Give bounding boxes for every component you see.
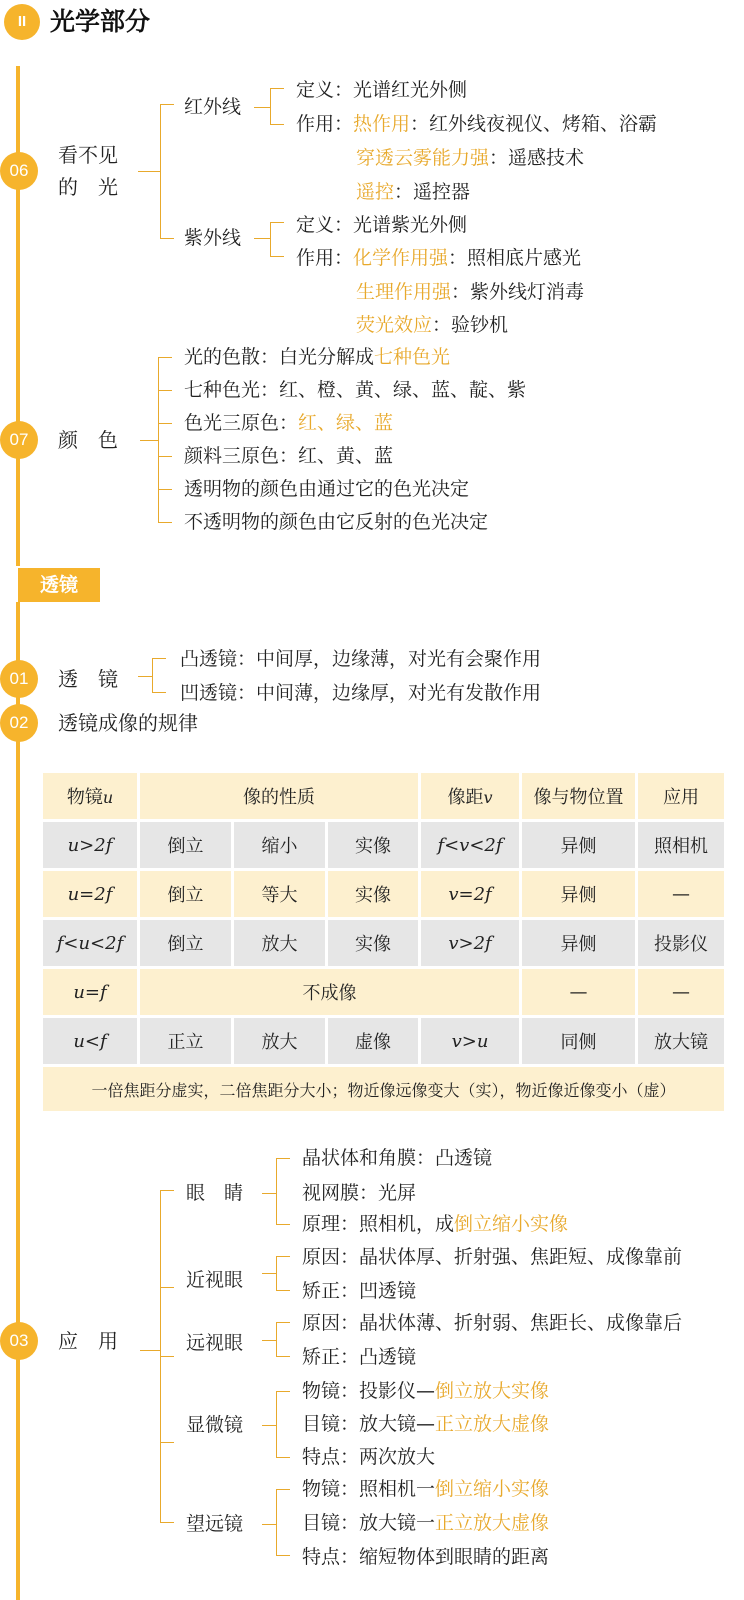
cell-orientation: 正立 <box>139 1017 233 1066</box>
topic-invisible-light-2: 的 光 <box>58 175 118 199</box>
cell-v: v>u <box>420 1017 521 1066</box>
ultraviolet-definition: 定义：光谱紫光外侧 <box>296 214 468 236</box>
table-row <box>42 870 726 919</box>
eye-label: 眼 睛 <box>186 1182 244 1204</box>
infrared-use-2: 穿透云雾能力强：遥感技术 <box>356 147 585 169</box>
color-light-primaries: 色光三原色：红、绿、蓝 <box>184 412 394 434</box>
bracket-tick <box>270 88 284 89</box>
table-rule-row <box>42 1066 726 1113</box>
section-badge: II <box>4 4 40 40</box>
bracket-tick <box>276 1158 290 1159</box>
cell-size: 放大 <box>233 919 327 968</box>
cell-v: v>2f <box>420 919 521 968</box>
color-dispersion: 光的色散：白光分解成七种色光 <box>184 346 451 368</box>
bracket-connector <box>138 171 160 172</box>
bracket-tick <box>160 1356 174 1357</box>
table-row <box>42 919 726 968</box>
cell-no-image: 不成像 <box>139 968 521 1017</box>
bracket-tick <box>276 1322 290 1323</box>
bracket-tick <box>160 104 174 105</box>
telescope-label: 望远镜 <box>186 1513 244 1535</box>
cell-application: — <box>637 968 726 1017</box>
eye-retina: 视网膜：光屏 <box>302 1182 417 1204</box>
bracket-connector <box>262 1273 276 1274</box>
header-position: 像与物位置 <box>521 772 637 821</box>
bracket-tick <box>152 692 166 693</box>
bracket-tick <box>270 222 284 223</box>
bracket-invisible-light <box>160 104 161 238</box>
cell-u: u<f <box>42 1017 139 1066</box>
cell-application: — <box>637 870 726 919</box>
cell-position: 异侧 <box>521 870 637 919</box>
bracket-connector <box>138 676 152 677</box>
cell-type: 实像 <box>327 870 420 919</box>
bracket-tick <box>270 256 284 257</box>
bracket-connector <box>140 440 158 441</box>
cell-position: 异侧 <box>521 821 637 870</box>
number-badge-02: 02 <box>0 704 38 742</box>
bracket-connector <box>262 1340 276 1341</box>
cell-size: 等大 <box>233 870 327 919</box>
microscope-label: 显微镜 <box>186 1414 244 1436</box>
infrared-label: 红外线 <box>184 96 242 118</box>
color-transparent: 透明物的颜色由通过它的色光决定 <box>184 478 470 500</box>
hyperopia-cause: 原因：晶状体薄、折射弱、焦距长、成像靠后 <box>302 1312 683 1334</box>
bracket-tick <box>160 1287 174 1288</box>
hyperopia-label: 远视眼 <box>186 1332 244 1354</box>
bracket-tick <box>158 489 172 490</box>
eye-principle: 原理：照相机，成倒立缩小实像 <box>302 1213 569 1235</box>
header-object-distance: 物镜u <box>42 772 139 821</box>
cell-application: 放大镜 <box>637 1017 726 1066</box>
ultraviolet-use-2: 生理作用强：紫外线灯消毒 <box>356 281 585 303</box>
number-badge-07: 07 <box>0 421 38 459</box>
section-tag-lens: 透镜 <box>18 568 100 602</box>
cell-u: u=2f <box>42 870 139 919</box>
cell-orientation: 倒立 <box>139 870 233 919</box>
ultraviolet-label: 紫外线 <box>184 227 242 249</box>
cell-position: — <box>521 968 637 1017</box>
infrared-definition: 定义：光谱红光外侧 <box>296 79 468 101</box>
cell-position: 异侧 <box>521 919 637 968</box>
bracket-tick <box>276 1356 290 1357</box>
bracket-hyperopia <box>276 1322 277 1356</box>
bracket-connector <box>262 1524 276 1525</box>
infrared-use-3: 遥控：遥控器 <box>356 181 471 203</box>
number-badge-06: 06 <box>0 152 38 190</box>
bracket-tick <box>276 1457 290 1458</box>
bracket-tick <box>270 124 284 125</box>
cell-v: f<v<2f <box>420 821 521 870</box>
hyperopia-correction: 矫正：凸透镜 <box>302 1346 417 1368</box>
telescope-eyepiece: 目镜：放大镜一正立放大虚像 <box>302 1512 550 1534</box>
bracket-color <box>158 357 159 522</box>
number-badge-01: 01 <box>0 660 38 698</box>
color-seven-colors: 七种色光：红、橙、黄、绿、蓝、靛、紫 <box>184 379 527 401</box>
bracket-infrared <box>270 88 271 124</box>
table-row <box>42 821 726 870</box>
bracket-tick <box>276 1256 290 1257</box>
microscope-feature: 特点：两次放大 <box>302 1446 436 1468</box>
bracket-microscope <box>276 1391 277 1457</box>
bracket-tick <box>158 357 172 358</box>
bracket-tick <box>158 423 172 424</box>
myopia-cause: 原因：晶状体厚、折射强、焦距短、成像靠前 <box>302 1246 683 1268</box>
microscope-eyepiece: 目镜：放大镜—正立放大虚像 <box>302 1413 550 1435</box>
cell-position: 同侧 <box>521 1017 637 1066</box>
eye-lens: 晶状体和角膜：凸透镜 <box>302 1147 493 1169</box>
bracket-tick <box>276 1555 290 1556</box>
cell-orientation: 倒立 <box>139 821 233 870</box>
ultraviolet-use-1: 作用：化学作用强：照相底片感光 <box>296 247 582 269</box>
color-pigment-primaries: 颜料三原色：红、黄、蓝 <box>184 445 394 467</box>
bracket-connector <box>254 238 270 239</box>
microscope-objective: 物镜：投影仪—倒立放大实像 <box>302 1380 550 1402</box>
table-row <box>42 968 726 1017</box>
cell-size: 放大 <box>233 1017 327 1066</box>
bracket-lens <box>152 658 153 692</box>
bracket-tick <box>152 658 166 659</box>
telescope-objective: 物镜：照相机一倒立缩小实像 <box>302 1478 550 1500</box>
bracket-eye <box>276 1158 277 1224</box>
infrared-use-1: 作用：热作用：红外线夜视仪、烤箱、浴霸 <box>296 113 658 135</box>
bracket-ultraviolet <box>270 222 271 256</box>
cell-v: v=2f <box>420 870 521 919</box>
bracket-tick <box>158 456 172 457</box>
cell-u: u>2f <box>42 821 139 870</box>
cell-u: u=f <box>42 968 139 1017</box>
cell-type: 虚像 <box>327 1017 420 1066</box>
bracket-tick <box>160 1190 174 1191</box>
topic-invisible-light-1: 看不见 <box>58 143 118 167</box>
page-title: 光学部分 <box>50 7 151 36</box>
timeline-line-bottom <box>16 602 20 1600</box>
bracket-tick <box>276 1391 290 1392</box>
imaging-mnemonic: 一倍焦距分虚实，二倍焦距分大小；物近像远像变大（实），物近像近像变小（虚） <box>42 1066 726 1113</box>
bracket-tick <box>276 1290 290 1291</box>
number-badge-03: 03 <box>0 1322 38 1360</box>
bracket-tick <box>160 1522 174 1523</box>
concave-lens: 凹透镜：中间薄，边缘厚，对光有发散作用 <box>180 682 542 704</box>
telescope-feature: 特点：缩短物体到眼睛的距离 <box>302 1546 550 1568</box>
bracket-myopia <box>276 1256 277 1290</box>
cell-size: 缩小 <box>233 821 327 870</box>
timeline-line-top <box>16 66 20 566</box>
bracket-tick <box>276 1489 290 1490</box>
bracket-connector <box>262 1425 276 1426</box>
color-opaque: 不透明物的颜色由它反射的色光决定 <box>184 511 489 533</box>
bracket-tick <box>160 238 174 239</box>
topic-lens: 透 镜 <box>58 667 118 691</box>
table-header-row <box>42 772 726 821</box>
cell-type: 实像 <box>327 919 420 968</box>
bracket-tick <box>158 522 172 523</box>
topic-imaging-rules: 透镜成像的规律 <box>58 711 198 735</box>
bracket-connector <box>140 1350 160 1351</box>
myopia-correction: 矫正：凹透镜 <box>302 1280 417 1302</box>
convex-lens: 凸透镜：中间厚，边缘薄，对光有会聚作用 <box>180 648 542 670</box>
lens-imaging-table <box>40 770 727 1114</box>
myopia-label: 近视眼 <box>186 1269 244 1291</box>
bracket-telescope <box>276 1489 277 1555</box>
cell-application: 照相机 <box>637 821 726 870</box>
bracket-tick <box>160 1442 174 1443</box>
topic-color: 颜 色 <box>58 428 118 452</box>
bracket-tick <box>158 390 172 391</box>
ultraviolet-use-3: 荧光效应：验钞机 <box>356 314 509 336</box>
topic-application: 应 用 <box>58 1329 118 1353</box>
cell-u: f<u<2f <box>42 919 139 968</box>
header-image-nature: 像的性质 <box>139 772 420 821</box>
cell-orientation: 倒立 <box>139 919 233 968</box>
cell-application: 投影仪 <box>637 919 726 968</box>
bracket-tick <box>276 1224 290 1225</box>
bracket-connector <box>254 107 270 108</box>
header-image-distance: 像距v <box>420 772 521 821</box>
table-row <box>42 1017 726 1066</box>
cell-type: 实像 <box>327 821 420 870</box>
header-application: 应用 <box>637 772 726 821</box>
bracket-connector <box>262 1193 276 1194</box>
